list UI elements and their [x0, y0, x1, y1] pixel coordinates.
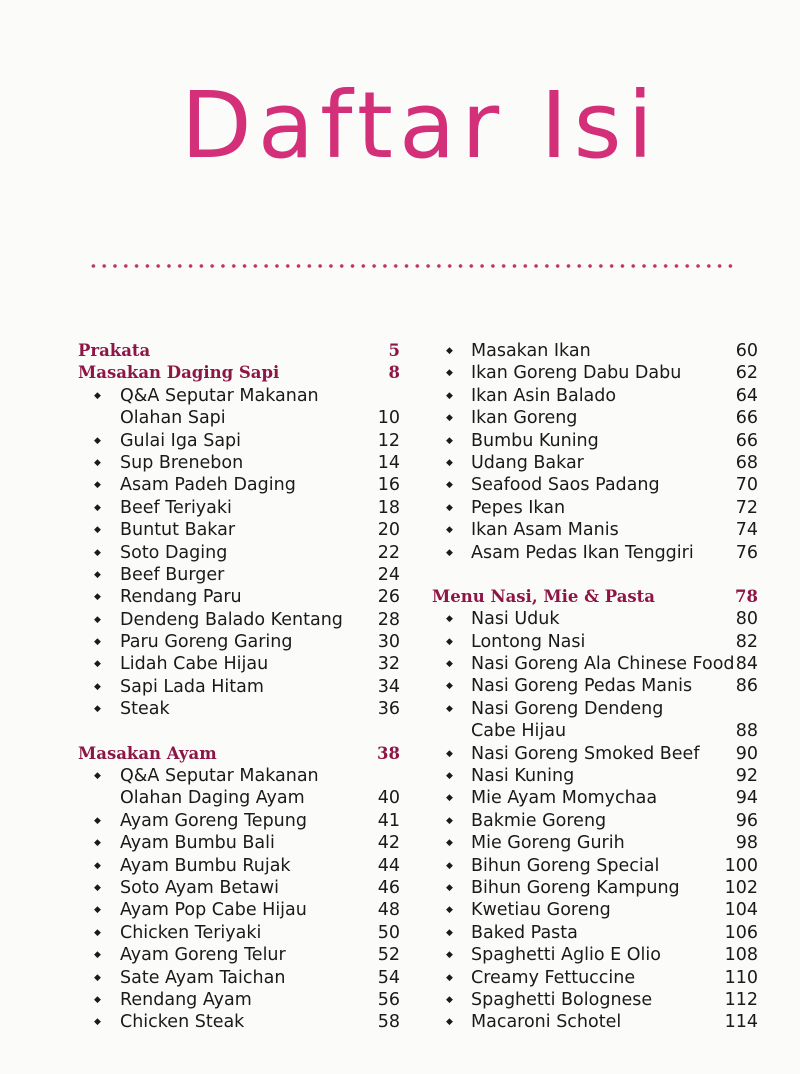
toc-page-number: 92: [735, 766, 758, 787]
diamond-bullet-icon: ◆: [446, 525, 453, 536]
toc-entry-title: Prakata: [78, 341, 151, 360]
toc-entry-continuation[interactable]: [78, 407, 408, 429]
diamond-bullet-icon: ◆: [446, 614, 453, 625]
toc-entry-title: Rendang Paru: [120, 587, 242, 608]
diamond-bullet-icon: ◆: [94, 994, 101, 1005]
toc-entry-title: Nasi Uduk: [471, 609, 560, 630]
dotted-divider: [88, 262, 736, 270]
toc-entry-title: Bumbu Kuning: [471, 430, 599, 451]
toc-entry-title: Buntut Bakar: [120, 520, 236, 541]
toc-entry-title: Q&A Seputar Makanan: [120, 385, 319, 406]
toc-entry-title: Ayam Goreng Tepung: [120, 810, 307, 831]
toc-entry[interactable]: [78, 855, 408, 877]
toc-section-heading[interactable]: [78, 743, 408, 765]
toc-entry-title: Masakan Ikan: [471, 341, 591, 361]
toc-page-number: 78: [735, 586, 758, 606]
toc-page-number: 32: [377, 654, 400, 675]
toc-page-number: 26: [377, 587, 400, 608]
toc-entry[interactable]: [432, 631, 762, 653]
toc-entry-title: Ikan Goreng: [471, 408, 578, 429]
toc-page-number: 72: [735, 497, 758, 518]
toc-entry[interactable]: [432, 922, 762, 944]
toc-entry-title: Menu Nasi, Mie & Pasta: [432, 586, 655, 606]
toc-entry[interactable]: [78, 653, 408, 675]
toc-entry[interactable]: [78, 832, 408, 854]
diamond-bullet-icon: ◆: [446, 547, 453, 558]
diamond-bullet-icon: ◆: [94, 950, 101, 961]
toc-page-number: 5: [388, 341, 400, 360]
toc-entry-title: Nasi Goreng Smoked Beef: [471, 743, 700, 764]
toc-section-heading[interactable]: [78, 362, 408, 384]
toc-page-number: 42: [377, 833, 400, 854]
toc-entry[interactable]: [432, 810, 762, 832]
toc-page-number: 96: [735, 810, 758, 831]
diamond-bullet-icon: ◆: [94, 614, 101, 625]
toc-entry-title: Soto Daging: [120, 542, 228, 563]
toc-entry-title: Nasi Goreng Pedas Manis: [471, 676, 693, 697]
diamond-bullet-icon: ◆: [446, 994, 453, 1005]
toc-entry-title: Mie Goreng Gurih: [471, 833, 625, 854]
toc-page-number: 54: [377, 967, 400, 988]
toc-entry[interactable]: [432, 340, 762, 362]
toc-page-number: 62: [735, 363, 758, 384]
toc-entry[interactable]: [78, 698, 408, 720]
section-spacer: [78, 721, 408, 743]
toc-page-number: 34: [377, 676, 400, 697]
diamond-bullet-icon: ◆: [94, 457, 101, 468]
toc-entry[interactable]: [432, 787, 762, 809]
toc-entry-title: Ikan Asam Manis: [471, 520, 619, 541]
toc-entry[interactable]: [78, 631, 408, 653]
toc-page-number: 110: [724, 967, 758, 988]
diamond-bullet-icon: ◆: [446, 838, 453, 849]
diamond-bullet-icon: ◆: [94, 502, 101, 513]
toc-page-number: 24: [377, 564, 400, 585]
toc-entry-title: Lidah Cabe Hijau: [120, 654, 269, 675]
toc-entry-title: Masakan Daging Sapi: [78, 363, 280, 383]
diamond-bullet-icon: ◆: [94, 860, 101, 871]
toc-entry[interactable]: [432, 385, 762, 407]
diamond-bullet-icon: ◆: [446, 413, 453, 424]
toc-entry-title: Bakmie Goreng: [471, 810, 607, 831]
diamond-bullet-icon: ◆: [94, 592, 101, 603]
diamond-bullet-icon: ◆: [94, 838, 101, 849]
toc-entry-title: Masakan Ayam: [78, 743, 217, 763]
toc-entry-title: Asam Padeh Daging: [120, 475, 296, 496]
toc-page-number: 30: [377, 632, 400, 653]
toc-section-heading[interactable]: [432, 586, 762, 608]
diamond-bullet-icon: ◆: [94, 1017, 101, 1028]
toc-entry-title: Paru Goreng Garing: [120, 632, 293, 653]
toc-entry-title: Ikan Goreng Dabu Dabu: [471, 363, 682, 384]
toc-page-number: 66: [735, 408, 758, 429]
toc-entry[interactable]: [432, 765, 762, 787]
toc-entry-title: Udang Bakar: [471, 452, 584, 473]
toc-entry[interactable]: [432, 474, 762, 496]
diamond-bullet-icon: ◆: [446, 681, 453, 692]
toc-entry[interactable]: [432, 698, 762, 720]
toc-entry[interactable]: [432, 832, 762, 854]
toc-page-number: 44: [377, 855, 400, 876]
toc-entry-title: Sapi Lada Hitam: [120, 676, 264, 697]
toc-page-number: 40: [377, 788, 400, 809]
toc-entry[interactable]: [78, 810, 408, 832]
diamond-bullet-icon: ◆: [94, 815, 101, 826]
toc-entry-continuation[interactable]: [432, 720, 762, 742]
toc-page-number: 8: [388, 363, 400, 383]
toc-page-number: 102: [724, 877, 758, 898]
toc-entry-title: Olahan Daging Ayam: [120, 788, 305, 809]
toc-entry[interactable]: [78, 676, 408, 698]
toc-entry-title: Ayam Bumbu Rujak: [120, 855, 291, 876]
toc-entry-title: Spaghetti Aglio E Olio: [471, 945, 661, 966]
toc-entry-title: Beef Burger: [120, 564, 225, 585]
diamond-bullet-icon: ◆: [446, 882, 453, 893]
toc-page-number: 60: [735, 341, 758, 361]
diamond-bullet-icon: ◆: [446, 502, 453, 513]
toc-entry-title: Chicken Teriyaki: [120, 922, 262, 943]
toc-page-number: 12: [377, 430, 400, 451]
toc-entry[interactable]: [432, 362, 762, 384]
toc-page-number: 84: [735, 654, 758, 675]
diamond-bullet-icon: ◆: [446, 1017, 453, 1028]
toc-column-right: [432, 340, 762, 1034]
toc-page-number: 82: [735, 631, 758, 652]
toc-page-number: 74: [735, 520, 758, 541]
toc-page-number: 106: [724, 922, 758, 943]
toc-entry[interactable]: [78, 944, 408, 966]
toc-entry[interactable]: [432, 675, 762, 697]
toc-page-number: 36: [377, 699, 400, 720]
toc-page-number: 58: [377, 1012, 400, 1033]
toc-entry-title: Bihun Goreng Kampung: [471, 877, 680, 898]
toc-entry[interactable]: [432, 608, 762, 630]
toc-page-number: 46: [377, 877, 400, 898]
toc-entry-title: Spaghetti Bolognese: [471, 989, 653, 1010]
toc-page-number: 28: [377, 609, 400, 630]
toc-page-number: 66: [735, 430, 758, 451]
diamond-bullet-icon: ◆: [94, 704, 101, 715]
toc-entry-title: Kwetiau Goreng: [471, 900, 611, 921]
toc-page-number: 50: [377, 922, 400, 943]
diamond-bullet-icon: ◆: [446, 457, 453, 468]
toc-page-number: 70: [735, 475, 758, 496]
toc-entry[interactable]: [432, 855, 762, 877]
toc-page-number: 86: [735, 676, 758, 697]
toc-entry[interactable]: [432, 989, 762, 1011]
diamond-bullet-icon: ◆: [94, 882, 101, 893]
toc-page-number: 76: [735, 542, 758, 563]
toc-entry[interactable]: [78, 922, 408, 944]
toc-entry[interactable]: [78, 497, 408, 519]
toc-page-number: 48: [377, 900, 400, 921]
toc-entry-title: Seafood Saos Padang: [471, 475, 660, 496]
toc-page-number: 100: [724, 855, 758, 876]
toc-entry[interactable]: [432, 899, 762, 921]
toc-entry-title: Ayam Goreng Telur: [120, 945, 286, 966]
toc-page-number: 80: [735, 609, 758, 630]
toc-entry[interactable]: [78, 899, 408, 921]
diamond-bullet-icon: ◆: [94, 972, 101, 983]
diamond-bullet-icon: ◆: [446, 703, 453, 714]
toc-entry-title: Soto Ayam Betawi: [120, 877, 279, 898]
toc-entry-continuation[interactable]: [78, 787, 408, 809]
toc-entry-title: Nasi Kuning: [471, 766, 575, 787]
toc-entry[interactable]: [432, 430, 762, 452]
toc-entry-title: Nasi Goreng Dendeng: [471, 698, 664, 719]
toc-entry-title: Nasi Goreng Ala Chinese Food: [471, 654, 735, 675]
toc-entry-title: Ayam Bumbu Bali: [120, 833, 275, 854]
toc-page-number: 10: [377, 408, 400, 429]
toc-entry-title: Olahan Sapi: [120, 408, 226, 429]
toc-page-number: 41: [377, 810, 400, 831]
toc-entry[interactable]: [432, 542, 762, 564]
toc-entry[interactable]: [432, 452, 762, 474]
diamond-bullet-icon: ◆: [446, 927, 453, 938]
toc-entry[interactable]: [78, 519, 408, 541]
toc-page-number: 16: [377, 475, 400, 496]
toc-entry[interactable]: [78, 586, 408, 608]
diamond-bullet-icon: ◆: [446, 972, 453, 983]
toc-page-number: 94: [735, 788, 758, 809]
toc-entry-title: Chicken Steak: [120, 1012, 245, 1033]
diamond-bullet-icon: ◆: [94, 435, 101, 446]
toc-entry[interactable]: [432, 743, 762, 765]
diamond-bullet-icon: ◆: [446, 771, 453, 782]
diamond-bullet-icon: ◆: [94, 547, 101, 558]
toc-page-number: 64: [735, 385, 758, 406]
toc-entry-title: Sate Ayam Taichan: [120, 967, 286, 988]
diamond-bullet-icon: ◆: [94, 927, 101, 938]
toc-entry[interactable]: [78, 877, 408, 899]
toc-entry[interactable]: [78, 989, 408, 1011]
toc-entry-title: Creamy Fettuccine: [471, 967, 636, 988]
toc-entry[interactable]: [432, 407, 762, 429]
diamond-bullet-icon: ◆: [446, 815, 453, 826]
toc-page-number: 108: [724, 945, 758, 966]
toc-page-number: 90: [735, 743, 758, 764]
toc-entry[interactable]: [432, 1011, 762, 1033]
toc-entry-title: Lontong Nasi: [471, 631, 586, 652]
toc-entry-title: Pepes Ikan: [471, 497, 566, 518]
diamond-bullet-icon: ◆: [446, 435, 453, 446]
toc-page-number: 18: [377, 497, 400, 518]
diamond-bullet-icon: ◆: [94, 637, 101, 648]
toc-page-number: 68: [735, 452, 758, 473]
toc-entry-title: Dendeng Balado Kentang: [120, 609, 343, 630]
toc-entry[interactable]: [78, 430, 408, 452]
diamond-bullet-icon: ◆: [446, 346, 453, 356]
toc-entry[interactable]: [78, 564, 408, 586]
diamond-bullet-icon: ◆: [94, 905, 101, 916]
diamond-bullet-icon: ◆: [94, 681, 101, 692]
toc-entry[interactable]: [432, 497, 762, 519]
toc-page-number: 20: [377, 520, 400, 541]
diamond-bullet-icon: ◆: [446, 636, 453, 647]
toc-page-number: 104: [724, 900, 758, 921]
toc-entry[interactable]: [78, 967, 408, 989]
diamond-bullet-icon: ◆: [446, 368, 453, 379]
toc-entry-title: Asam Pedas Ikan Tenggiri: [471, 542, 694, 563]
diamond-bullet-icon: ◆: [94, 771, 101, 782]
diamond-bullet-icon: ◆: [94, 480, 101, 491]
toc-page-number: 114: [724, 1012, 758, 1033]
toc-entry-title: Ayam Pop Cabe Hijau: [120, 900, 307, 921]
toc-entry-title: Bihun Goreng Special: [471, 855, 660, 876]
diamond-bullet-icon: ◆: [94, 525, 101, 536]
toc-entry-title: Baked Pasta: [471, 922, 578, 943]
diamond-bullet-icon: ◆: [446, 860, 453, 871]
toc-entry[interactable]: [432, 877, 762, 899]
toc-page-number: 14: [377, 452, 400, 473]
diamond-bullet-icon: ◆: [446, 905, 453, 916]
section-spacer: [432, 564, 762, 586]
diamond-bullet-icon: ◆: [446, 950, 453, 961]
toc-page-number: 98: [735, 833, 758, 854]
diamond-bullet-icon: ◆: [94, 390, 101, 401]
toc-entry-title: Mie Ayam Momychaa: [471, 788, 658, 809]
toc-page-number: 52: [377, 945, 400, 966]
toc-entry-title: Ikan Asin Balado: [471, 385, 617, 406]
toc-page-number: 38: [377, 743, 400, 763]
toc-entry[interactable]: [78, 474, 408, 496]
toc-page-number: 56: [377, 989, 400, 1010]
toc-entry-title: Steak: [120, 699, 170, 720]
diamond-bullet-icon: ◆: [446, 480, 453, 491]
diamond-bullet-icon: ◆: [446, 390, 453, 401]
toc-entry[interactable]: [78, 452, 408, 474]
toc-entry[interactable]: [432, 519, 762, 541]
toc-entry-title: Cabe Hijau: [471, 721, 567, 742]
toc-entry[interactable]: [78, 765, 408, 787]
toc-entry[interactable]: [78, 542, 408, 564]
toc-entry-title: Rendang Ayam: [120, 989, 252, 1010]
toc-entry[interactable]: [432, 967, 762, 989]
toc-entry-title: Gulai Iga Sapi: [120, 430, 242, 451]
toc-entry[interactable]: [432, 944, 762, 966]
toc-entry-title: Beef Teriyaki: [120, 497, 232, 518]
toc-entry-title: Sup Brenebon: [120, 452, 244, 473]
toc-entry[interactable]: [78, 385, 408, 407]
toc-entry[interactable]: [78, 1011, 408, 1033]
diamond-bullet-icon: ◆: [94, 569, 101, 580]
diamond-bullet-icon: ◆: [446, 748, 453, 759]
diamond-bullet-icon: ◆: [446, 659, 453, 670]
toc-page-number: 88: [735, 721, 758, 742]
toc-column-left: [78, 340, 408, 1034]
diamond-bullet-icon: ◆: [446, 793, 453, 804]
toc-page-number: 22: [377, 542, 400, 563]
page-title: Daftar Isi: [180, 72, 660, 179]
toc-entry-title: Macaroni Schotel: [471, 1012, 622, 1033]
toc-page-number: 112: [724, 989, 758, 1010]
toc-entry-title: Q&A Seputar Makanan: [120, 766, 319, 787]
diamond-bullet-icon: ◆: [94, 659, 101, 670]
toc-section-heading[interactable]: [78, 340, 408, 362]
toc-entry[interactable]: [78, 609, 408, 631]
toc-entry[interactable]: [432, 653, 762, 675]
